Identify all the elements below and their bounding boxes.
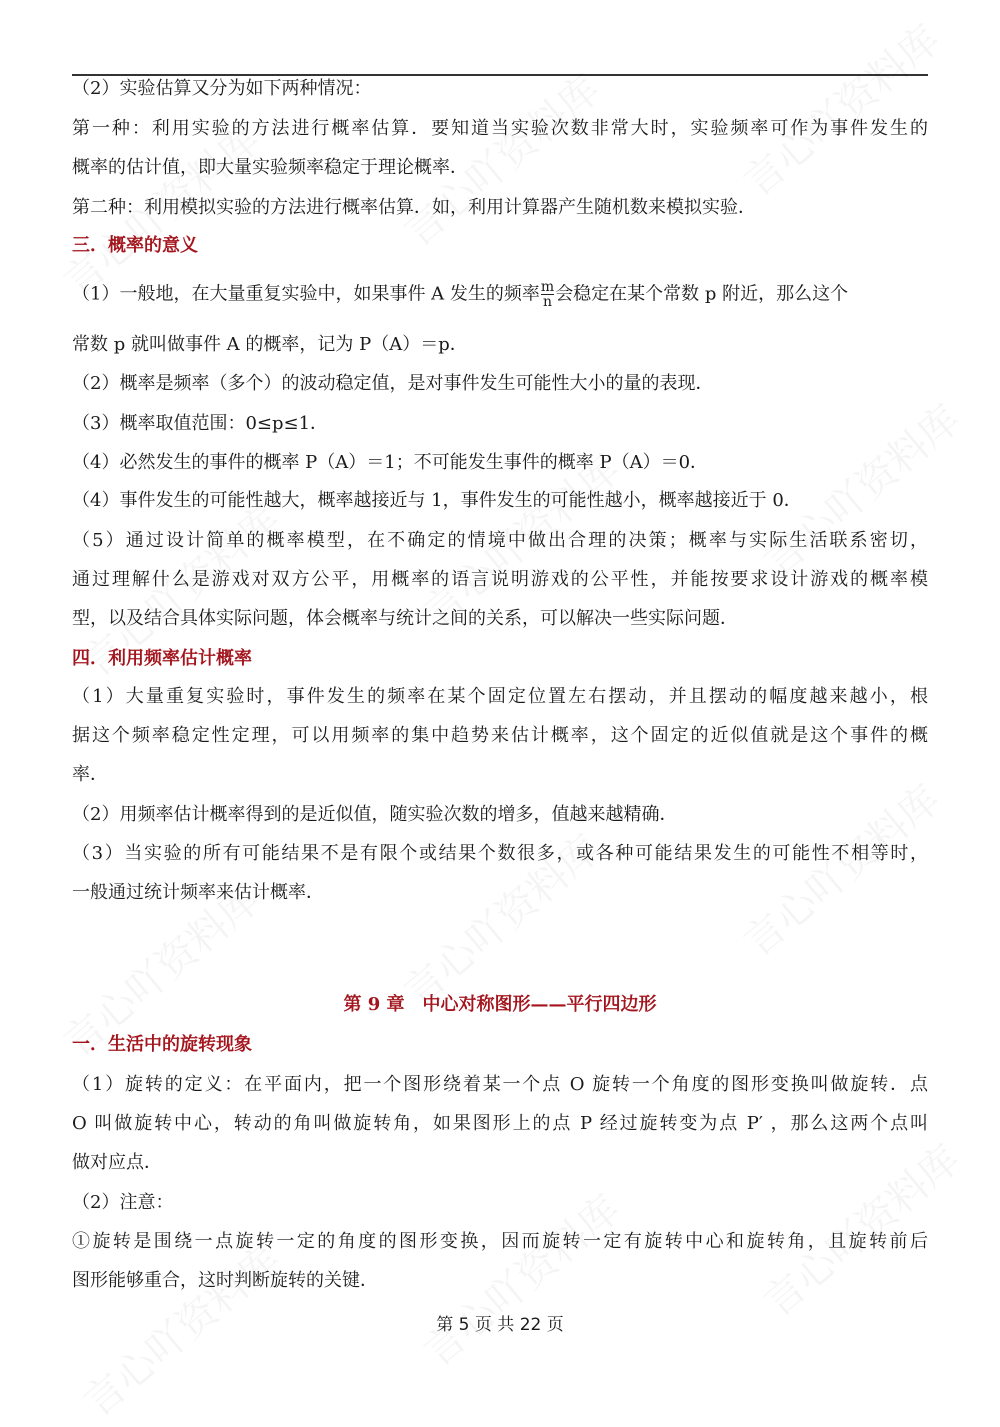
paragraph-line: 第一种：利用实验的方法进行概率估算．要知道当实验次数非常大时，实验频率可作为事件发生的 <box>72 118 928 139</box>
text-segment: （1）一般地，在大量重复实验中，如果事件 A 发生的频率 <box>72 283 540 305</box>
paragraph-line: 一般通过统计频率来估计概率． <box>72 882 324 903</box>
paragraph-line: 图形能够重合，这时判断旋转的关键． <box>72 1270 378 1291</box>
paragraph-line: （2）用频率估计概率得到的是近似值，随实验次数的增多，值越来越精确． <box>72 804 678 825</box>
paragraph-line: （3）概率取值范围：0≤p≤1． <box>72 413 329 434</box>
paragraph-line: （2）注意： <box>72 1192 174 1213</box>
section-heading: 一．生活中的旋转现象 <box>72 1034 252 1055</box>
paragraph-line: 概率的估计值，即大量实验频率稳定于理论概率． <box>72 157 468 178</box>
section-heading: 四．利用频率估计概率 <box>72 648 252 669</box>
paragraph-line: （2）实验估算又分为如下两种情况： <box>72 78 372 99</box>
paragraph-line: 通过理解什么是游戏对双方公平，用概率的语言说明游戏的公平性，并能按要求设计游戏的概率模 <box>72 569 928 590</box>
paragraph-line: 率． <box>72 764 108 785</box>
paragraph-line: （2）概率是频率（多个）的波动稳定值，是对事件发生可能性大小的量的表现． <box>72 373 714 394</box>
paragraph-line: 第二种：利用模拟实验的方法进行概率估算．如，利用计算器产生随机数来模拟实验． <box>72 197 756 218</box>
fraction-numerator: m <box>540 279 555 295</box>
paragraph-line: （3）当实验的所有可能结果不是有限个或结果个数很多，或各种可能结果发生的可能性不相等时， <box>72 843 928 864</box>
section-heading: 三．概率的意义 <box>72 235 198 256</box>
paragraph-line: （4）必然发生的事件的概率 P（A）＝1；不可能发生事件的概率 P（A）＝0． <box>72 452 709 473</box>
page-footer: 第 5 页 共 22 页 <box>436 1315 564 1335</box>
text-segment: 会稳定在某个常数 p 附近，那么这个 <box>555 283 849 305</box>
fraction <box>541 280 554 309</box>
paragraph-line <box>72 280 928 309</box>
paragraph-line: 常数 p 就叫做事件 A 的概率，记为 P（A）＝p． <box>72 334 468 355</box>
paragraph-line: 做对应点． <box>72 1152 162 1173</box>
paragraph-line: （4）事件发生的可能性越大，概率越接近与 1，事件发生的可能性越小，概率越接近于 0． <box>72 490 802 511</box>
fraction-denominator: n <box>543 294 553 310</box>
paragraph-line: 型，以及结合具体实际问题，体会概率与统计之间的关系，可以解决一些实际问题． <box>72 608 738 629</box>
chapter-title: 第 9 章 中心对称图形——平行四边形 <box>343 994 657 1015</box>
paragraph-line: （1）大量重复实验时，事件发生的频率在某个固定位置左右摆动，并且摆动的幅度越来越小，根 <box>72 686 928 707</box>
paragraph-line: 据这个频率稳定性定理，可以用频率的集中趋势来估计概率，这个固定的近似值就是这个事件的概 <box>72 725 928 746</box>
paragraph-line: O 叫做旋转中心，转动的角叫做旋转角，如果图形上的点 P 经过旋转变为点 P′ ，那么这两个点叫 <box>72 1113 928 1134</box>
paragraph-line: （5）通过设计简单的概率模型，在不确定的情境中做出合理的决策；概率与实际生活联系密切， <box>72 530 928 551</box>
paragraph-line: （1）旋转的定义：在平面内，把一个图形绕着某一个点 O 旋转一个角度的图形变换叫做旋转．点 <box>72 1074 928 1095</box>
header-rule <box>72 74 928 76</box>
watermark <box>730 770 950 968</box>
paragraph-line: ①旋转是围绕一点旋转一定的角度的图形变换，因而旋转一定有旋转中心和旋转角，且旋转前后 <box>72 1231 928 1252</box>
